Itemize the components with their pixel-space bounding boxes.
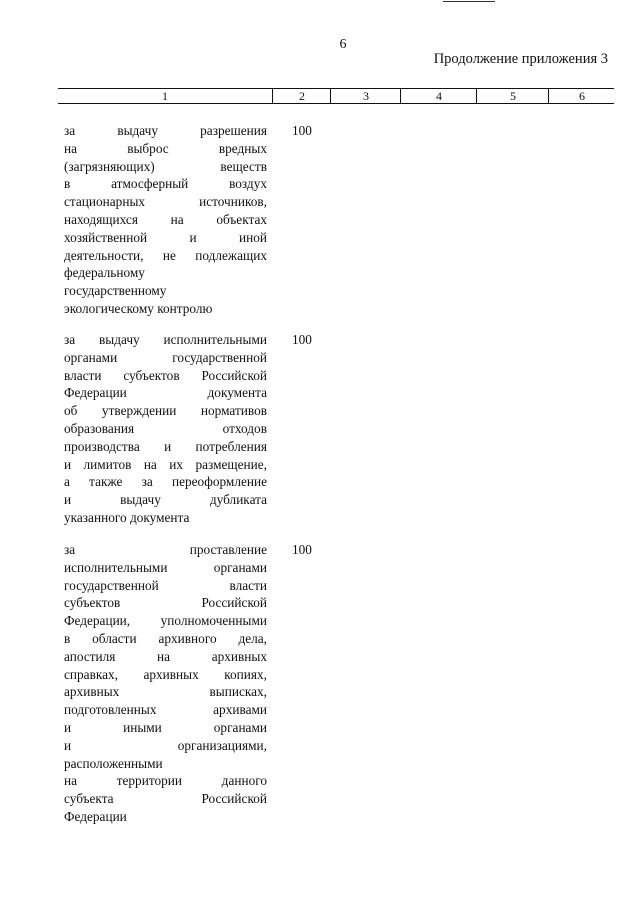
entry-line: образования отходов xyxy=(64,420,267,436)
entry-line: власти субъектов Российской xyxy=(64,367,267,383)
continuation-note: Продолжение приложения 3 xyxy=(433,51,608,67)
entry-line: субъектов Российской xyxy=(64,595,267,611)
entry-line: и иными органами xyxy=(64,719,267,735)
entry-line: апостиля на архивных xyxy=(64,648,267,664)
entry-line: экологическому контролю xyxy=(64,300,213,316)
entry-line: деятельности, не подлежащих xyxy=(64,247,267,263)
entry-line: и выдачу дубликата xyxy=(64,492,267,508)
entry-line: государственной власти xyxy=(64,577,267,593)
entry-line: указанного документа xyxy=(64,509,190,525)
entry-line: субъекта Российской xyxy=(64,791,267,807)
entry-line: (загрязняющих) веществ xyxy=(64,158,267,174)
entry-1-value: 100 xyxy=(292,123,312,138)
entry-line: стационарных источников, xyxy=(64,194,267,210)
column-number-header xyxy=(58,88,614,104)
column-number-5: 5 xyxy=(476,89,549,103)
entry-line: подготовленных архивами xyxy=(64,702,267,718)
entry-line: государственному xyxy=(64,283,167,299)
entry-line: органами государственной xyxy=(64,349,267,365)
entry-line: справках, архивных копиях, xyxy=(64,666,267,682)
entry-3-description xyxy=(64,541,267,826)
entry-line: в атмосферный воздух xyxy=(64,176,267,192)
entry-line: за выдачу исполнительными xyxy=(64,332,267,347)
entry-line: в области архивного дела, xyxy=(64,630,267,646)
entry-line: и организациями, xyxy=(64,737,267,753)
entry-2-description xyxy=(64,331,267,527)
entry-line: на территории данного xyxy=(64,773,267,789)
entry-line: расположенными xyxy=(64,755,163,771)
entry-line: на выброс вредных xyxy=(64,140,267,156)
entry-line: исполнительными органами xyxy=(64,559,267,575)
column-number-4: 4 xyxy=(400,89,477,103)
entry-2-value: 100 xyxy=(292,332,312,347)
column-number-1: 1 xyxy=(162,89,168,103)
entry-3-value: 100 xyxy=(292,542,312,557)
entry-line: производства и потребления xyxy=(64,438,267,454)
entry-line: за выдачу разрешения xyxy=(64,123,267,138)
column-number-6: 6 xyxy=(548,89,615,103)
entry-line: об утверждении нормативов xyxy=(64,403,267,419)
entry-line: находящихся на объектах xyxy=(64,211,267,227)
entry-line: архивных выписках, xyxy=(64,684,267,700)
page-number: 6 xyxy=(339,37,347,52)
entry-line: за проставление xyxy=(64,542,267,557)
entry-line: хозяйственной и иной xyxy=(64,229,267,245)
entry-line: Федерации xyxy=(64,808,127,824)
top-edge-mark xyxy=(443,0,495,2)
entry-line: Федерации документа xyxy=(64,385,267,401)
entry-line: и лимитов на их размещение, xyxy=(64,456,267,472)
entry-1-description xyxy=(64,122,267,318)
entry-line: Федерации, уполномоченными xyxy=(64,613,267,629)
column-number-3: 3 xyxy=(330,89,401,103)
column-number-2: 2 xyxy=(272,89,331,103)
entry-line: федеральному xyxy=(64,265,145,281)
entry-line: а также за переоформление xyxy=(64,474,267,490)
